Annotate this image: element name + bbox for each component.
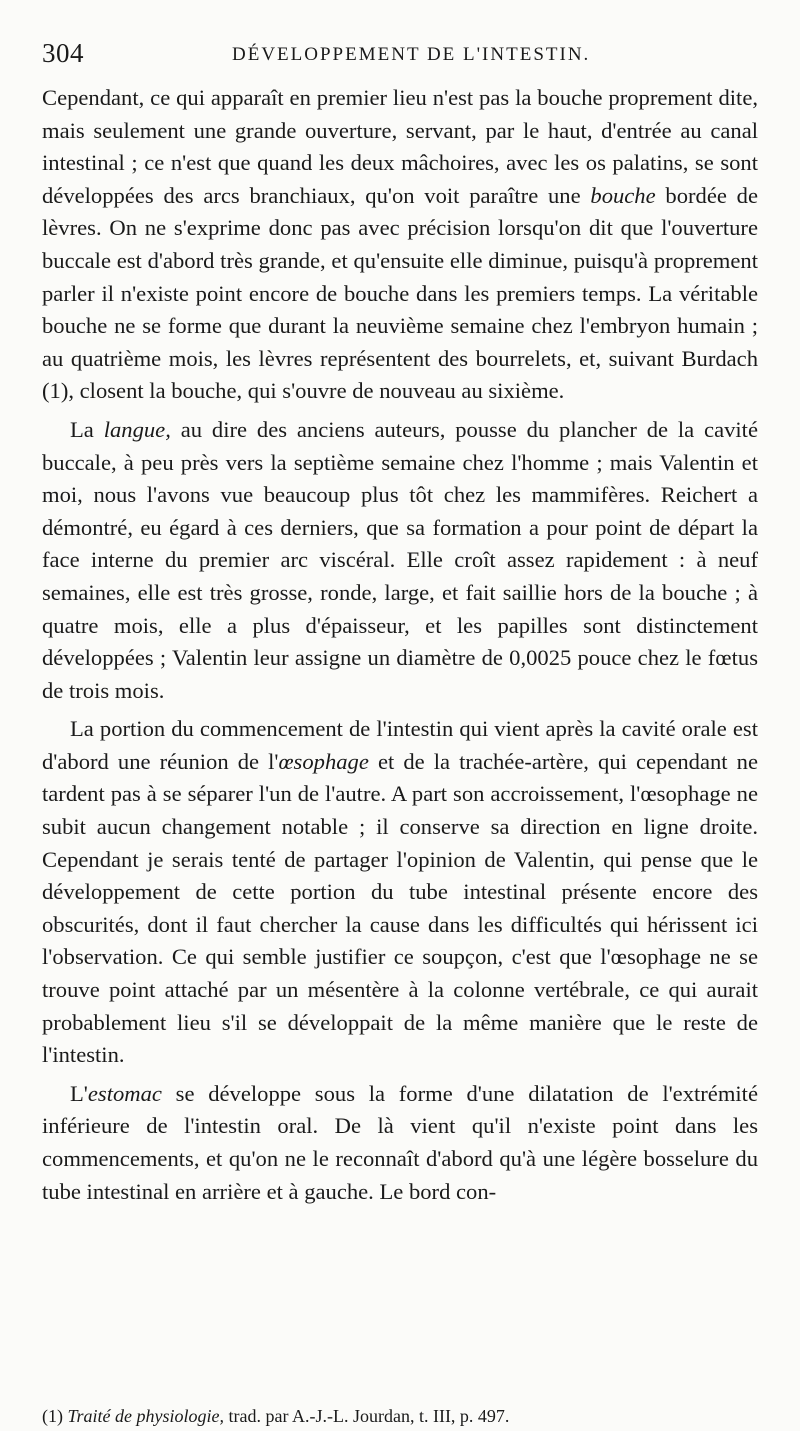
paragraph-text: La portion du commencement de l'intestin qui vient après la cavité orale est d'abord une réunion de l' — [42, 716, 758, 774]
footnote-reference: trad. par A.-J.-L. Jourdan, t. III, p. 497. — [224, 1406, 510, 1426]
paragraph-text: au dire des anciens auteurs, pousse du plancher de la cavité buccale, à peu près vers la septième semaine chez l'homme ; mais Valentin et moi, nous l'avons vue beaucoup plus tôt chez les mammifères. Reichert a démontré, eu égard à ces derniers, que sa formation a pour point de départ la face interne du premier arc viscéral. Elle croît assez rapidement : à neuf semaines, elle est très grosse, ronde, large, et fait saillie hors de la bouche ; à quatre mois, elle a plus d'épaisseur, et les papilles sont distinctement développées ; Valentin leur assigne un diamètre de 0,0025 pouce chez le fœtus de trois mois. — [42, 416, 758, 703]
paragraph-text: se développe sous la forme d'une dilatation de l'extrémité inférieure de l'intestin oral. De là vient qu'il n'existe point dans les commencements, et qu'on ne le reconnaît d'abord qu'à une légère bosselure du tube intestinal en arrière et à gauche. Le bord con- — [42, 1080, 758, 1204]
body-text — [42, 82, 758, 1214]
paragraph-text: et de la trachée-artère, qui cependant ne tardent pas à se séparer l'un de l'autre. A part son accroissement, l'œsophage ne subit aucun changement notable ; il conserve sa direction en ligne droite. Cependant je serais tenté de partager l'opinion de Valentin, qui pense que le développement de cette portion du tube intestinal présente encore des obscurités, dont il faut chercher la cause dans les difficultés qui hérissent ici l'observation. Ce qui semble justifier ce soupçon, c'est que l'œsophage ne se trouve point attaché par un mésentère à la colonne vertébrale, ce qui aurait probablement lieu s'il se développait de la même manière que le reste de l'intestin. — [42, 748, 758, 1068]
page-header — [42, 38, 762, 72]
paragraph-text: La — [70, 416, 104, 442]
emphasis-term: œsophage — [278, 748, 369, 774]
paragraph-langue — [42, 414, 758, 707]
paragraph-bouche — [42, 82, 758, 408]
paragraph-estomac — [42, 1078, 758, 1208]
paragraph-text: Cependant, ce qui apparaît en premier lieu n'est pas la bouche proprement dite, mais seulement une grande ouverture, servant, par le haut, d'entrée au canal intestinal ; ce n'est que quand les deux mâchoires, avec les os palatins, se sont développées des arcs branchiaux, qu'on voit paraître une — [42, 85, 758, 208]
running-head: DÉVELOPPEMENT DE L'INTESTIN. — [232, 44, 591, 65]
emphasis-term: bouche — [590, 182, 656, 208]
emphasis-term: langue, — [103, 416, 171, 442]
footnote — [42, 1405, 758, 1427]
page-number: 304 — [42, 38, 84, 68]
paragraph-text: bordée de lèvres. On ne s'exprime donc pas avec précision lorsqu'on dit que l'ouverture buccale est d'abord très grande, et qu'ensuite elle diminue, puisqu'à proprement parler il n'existe point encore de bouche dans les premiers temps. La véritable bouche ne se forme que durant la neuvième semaine chez l'embryon humain ; au quatrième mois, les lèvres représentent des bourrelets, et, suivant Burdach (1), closent la bouche, qui s'ouvre de nouveau au sixième. — [42, 182, 758, 404]
footnote-title: Traité de physiologie, — [67, 1406, 224, 1426]
emphasis-term: estomac — [87, 1080, 162, 1106]
footnote-marker: (1) — [42, 1406, 63, 1426]
paragraph-oesophage — [42, 713, 758, 1072]
paragraph-text: L' — [70, 1080, 88, 1106]
